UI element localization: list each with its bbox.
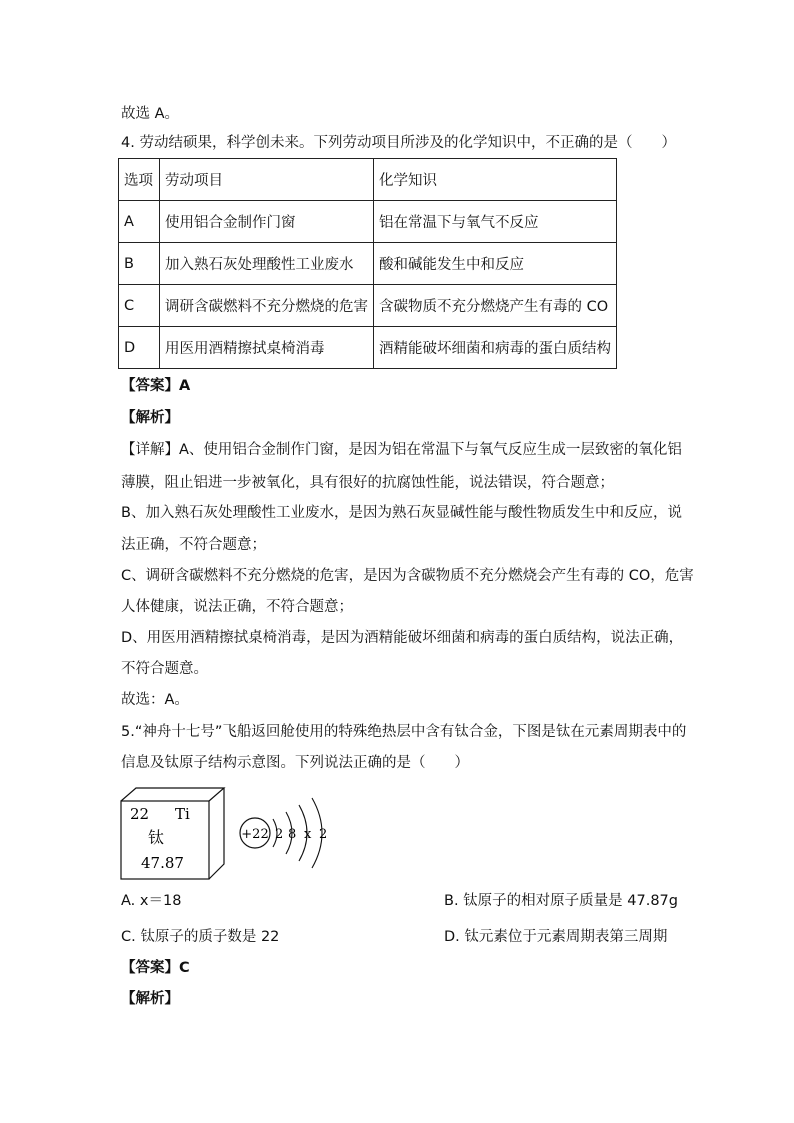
table-cell: 酸和碱能发生中和反应 — [374, 243, 617, 285]
table-row — [119, 243, 617, 285]
element-symbol: Ti — [175, 805, 190, 823]
option-b: B. 钛原子的相对原子质量是 47.87g — [444, 893, 678, 909]
question-4-conclusion: 故选：A。 — [121, 692, 189, 708]
table-cell: 酒精能破坏细菌和病毒的蛋白质结构 — [374, 327, 617, 369]
titanium-figure — [118, 786, 348, 881]
question-4-detail-line: D、用医用酒精擦拭桌椅消毒，是因为酒精能破坏细菌和病毒的蛋白质结构，说法正确， — [121, 630, 684, 646]
question-4-detail-line: 人体健康，说法正确，不符合题意； — [121, 599, 353, 615]
table-header-cell: 选项 — [119, 159, 160, 201]
shell-electrons: 8 — [288, 827, 297, 842]
atomic-mass: 47.87 — [141, 854, 184, 872]
option-a: A. x＝18 — [121, 893, 182, 909]
question-5-analysis-label: 【解析】 — [121, 991, 179, 1007]
question-4-answer: 【答案】A — [121, 378, 191, 394]
previous-conclusion: 故选 A。 — [121, 106, 180, 122]
nucleus-charge: +22 — [241, 827, 269, 842]
question-4-detail-line: 【详解】A、使用铝合金制作门窗，是因为铝在常温下与氧气反应生成一层致密的氧化铝 — [121, 442, 682, 458]
table-cell: D — [119, 327, 160, 369]
question-5-answer: 【答案】C — [121, 960, 190, 976]
table-header-cell: 化学知识 — [374, 159, 617, 201]
shell-electrons: 2 — [275, 827, 284, 842]
table-cell: C — [119, 285, 160, 327]
table-cell: 使用铝合金制作门窗 — [160, 201, 374, 243]
element-name: 钛 — [148, 828, 165, 847]
table-row — [119, 201, 617, 243]
table-cell: B — [119, 243, 160, 285]
question-4-detail-line: B、加入熟石灰处理酸性工业废水，是因为熟石灰显碱性能与酸性物质发生中和反应，说 — [121, 505, 682, 521]
shell-electrons: 2 — [319, 827, 328, 842]
table-cell: 用医用酒精擦拭桌椅消毒 — [160, 327, 374, 369]
question-4-analysis-label: 【解析】 — [121, 410, 179, 426]
question-4-detail-line: 薄膜，阻止铝进一步被氧化，具有很好的抗腐蚀性能，说法错误，符合题意； — [121, 475, 614, 491]
question-5-stem-line: 信息及钛原子结构示意图。下列说法正确的是（ ） — [121, 755, 469, 771]
question-4-stem: 4. 劳动结硕果，科学创未来。下列劳动项目所涉及的化学知识中，不正确的是（ ） — [121, 135, 676, 151]
question-4-detail-line: 不符合题意。 — [121, 661, 208, 677]
option-c: C. 钛原子的质子数是 22 — [121, 929, 280, 945]
table-cell: 含碳物质不充分燃烧产生有毒的 CO — [374, 285, 617, 327]
table-row — [119, 327, 617, 369]
table-cell: A — [119, 201, 160, 243]
table-cell: 铝在常温下与氧气不反应 — [374, 201, 617, 243]
table-row — [119, 285, 617, 327]
question-4-detail-line: 法正确，不符合题意； — [121, 537, 266, 553]
atom-structure-diagram — [240, 798, 327, 868]
table-cell: 调研含碳燃料不充分燃烧的危害 — [160, 285, 374, 327]
question-4-table — [118, 158, 617, 369]
question-4-detail-line: C、调研含碳燃料不充分燃烧的危害，是因为含碳物质不充分燃烧会产生有毒的 CO，危害 — [121, 568, 694, 584]
option-d: D. 钛元素位于元素周期表第三周期 — [444, 929, 668, 945]
question-5-stem-line: 5.“神舟十七号”飞船返回舱使用的特殊绝热层中含有钛合金，下图是钛在元素周期表中的 — [121, 724, 687, 740]
atomic-number: 22 — [130, 805, 150, 823]
shell-electrons: x — [304, 827, 312, 842]
table-header-cell: 劳动项目 — [160, 159, 374, 201]
table-header-row — [119, 159, 617, 201]
table-cell: 加入熟石灰处理酸性工业废水 — [160, 243, 374, 285]
